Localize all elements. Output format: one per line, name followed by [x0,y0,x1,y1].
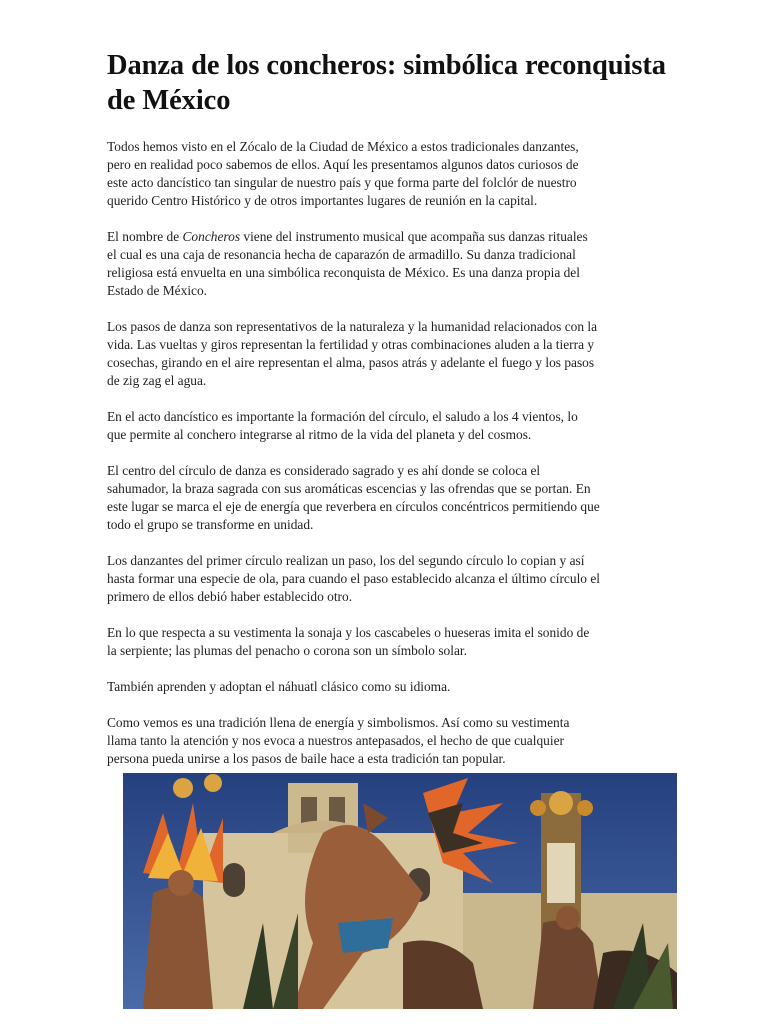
paragraph-7: En lo que respecta a su vestimenta la sonaja y los cascabeles o hueseras imita el sonido de la serpiente; las plumas del penacho o corona son un símbolo solar. [107,625,590,658]
concheros-term: Concheros [182,229,241,244]
paragraph-3: Los pasos de danza son representativos de la naturaleza y la humanidad relacionados con la vida. Las vueltas y giros representan la fertilidad y otras combinaciones aluden a la tierra y cosechas, girando en el aire representan el alma, pasos atrás y adelante el fuego y los pasos de zig zag el agua. [107,319,598,388]
paragraph-8: También aprenden y adoptan el náhuatl clásico como su idioma. [107,679,451,694]
dancers-photo-illustration [123,773,677,1009]
paragraph-6: Los danzantes del primer círculo realizan un paso, los del segundo círculo lo copian y así hasta formar una especie de ola, para cuando el paso establecido alcanza el último círculo el primero de ellos debió haber establecido otro. [107,553,600,604]
paragraph-2 [107,228,667,300]
article [107,48,667,786]
paragraph-1: Todos hemos visto en el Zócalo de la Ciudad de México a estos tradicionales danzantes, pero en realidad poco sabemos de ellos. Aquí les presentamos algunos datos curiosos de este acto dancístico tan singular de nuestro país y que forma parte del folclór de nuestro querido Centro Histórico y de otros importantes lugares de reunión en la capital. [107,139,579,208]
paragraph-5: El centro del círculo de danza es considerado sagrado y es ahí donde se coloca el sahumador, la braza sagrada con sus aromáticas escencias y las ofrendas que se portan. En este lugar se marca el eje de energía que reverbera en círculos concéntricos permitiendo que todo el grupo se transforme en unidad. [107,463,600,532]
article-body [107,138,667,768]
dancers-photo [123,773,677,1009]
paragraph-4: En el acto dancístico es importante la formación del círculo, el saludo a los 4 vientos, lo que permite al conchero integrarse al ritmo de la vida del planeta y del cosmos. [107,409,578,442]
paragraph-2-intro: El nombre de [107,229,183,244]
paragraph-9: Como vemos es una tradición llena de energía y simbolismos. Así como su vestimenta llama tanto la atención y nos evoca a nuestros antepasados, el hecho de que cualquier persona pueda unirse a los pasos de baile hace a esta tradición tan popular. [107,715,570,766]
article-title: Danza de los concheros: simbólica reconquista de México [107,50,666,116]
paragraph-2-rest: viene del instrumento musical que acompaña sus danzas rituales el cual es una caja de resonancia hecha de caparazón de armadillo. Su danza tradicional religiosa está envuelta en una simbólica reconquista de México. Es una danza propia del Estado de México. [107,229,588,298]
